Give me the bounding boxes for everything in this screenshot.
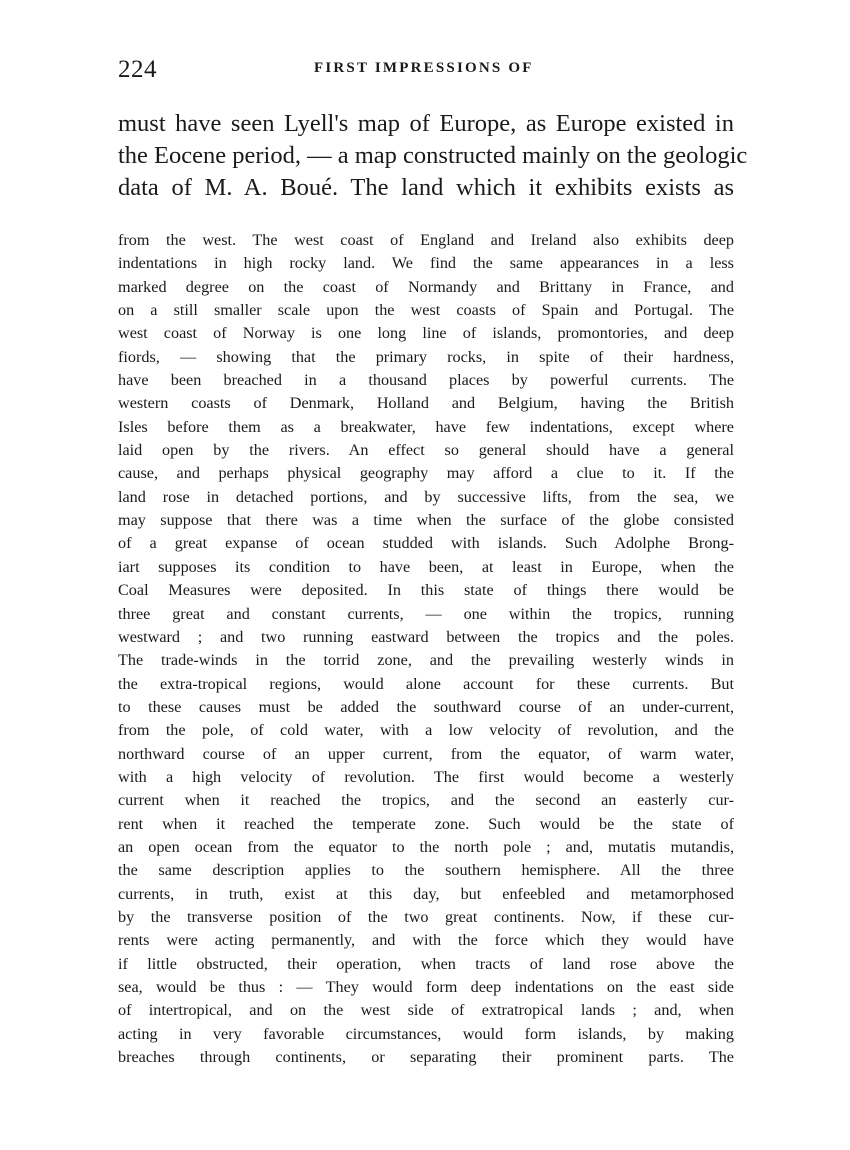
body-line: from the pole, of cold water, with a low velocity of revolution, and the	[118, 721, 734, 740]
body-line: fiords, — showing that the primary rocks, in spite of their hardness,	[118, 347, 734, 366]
body-line: sea, would be thus : — They would form deep indentations on the east side	[118, 978, 734, 996]
body-line: with a high velocity of revolution. The first would become a westerly	[118, 767, 734, 786]
body-line: on a still smaller scale upon the west coasts of Spain and Portugal. The	[118, 301, 734, 320]
body-line: from the west. The west coast of England and Ireland also exhibits deep	[118, 231, 734, 249]
body-line: west coast of Norway is one long line of islands, promontories, and deep	[118, 324, 734, 343]
body-line: the extra-tropical regions, would alone account for these currents. But	[118, 674, 734, 693]
body-line: the same description applies to the southern hemisphere. All the three	[118, 861, 734, 880]
body-line: laid open by the rivers. An effect so general should have a general	[118, 441, 734, 460]
body-line: breaches through continents, or separating their prominent parts. The	[118, 1048, 734, 1067]
body-line: The trade-winds in the torrid zone, and the prevailing westerly winds in	[118, 651, 734, 670]
body-line: indentations in high rocky land. We find the same appearances in a less	[118, 254, 734, 273]
body-line: of a great expanse of ocean studded with islands. Such Adolphe Brong-	[118, 534, 734, 553]
lead-line: the Eocene period, — a map constructed mainly on the geologic	[118, 142, 748, 169]
lead-line: data of M. A. Boué. The land which it exhibits exists as	[118, 174, 734, 201]
body-line: an open ocean from the equator to the north pole ; and, mutatis mutandis,	[118, 837, 734, 856]
lead-line: must have seen Lyell's map of Europe, as Europe existed in	[118, 110, 734, 137]
body-line: of intertropical, and on the west side of extratropical lands ; and, when	[118, 1001, 734, 1020]
body-line: by the transverse position of the two great continents. Now, if these cur-	[118, 907, 734, 926]
body-line: three great and constant currents, — one within the tropics, running	[118, 604, 734, 623]
body-line: may suppose that there was a time when the surface of the globe consisted	[118, 511, 734, 530]
body-line: rents were acting permanently, and with the force which they would have	[118, 931, 734, 950]
running-head: FIRST IMPRESSIONS OF	[314, 60, 534, 76]
body-line: cause, and perhaps physical geography may afford a clue to it. If the	[118, 464, 734, 483]
body-line: acting in very favorable circumstances, would form islands, by making	[118, 1024, 734, 1043]
body-line: to these causes must be added the southward course of an under-current,	[118, 697, 734, 716]
body-line: Isles before them as a breakwater, have few indentations, except where	[118, 417, 734, 436]
lead-paragraph	[118, 108, 748, 204]
quoted-passage	[118, 229, 734, 1069]
body-line: western coasts of Denmark, Holland and Belgium, having the British	[118, 394, 734, 413]
body-line: if little obstructed, their operation, when tracts of land rose above the	[118, 954, 734, 973]
body-line: iart supposes its condition to have been, at least in Europe, when the	[118, 557, 734, 576]
body-line: current when it reached the tropics, and the second an easterly cur-	[118, 791, 734, 810]
body-line: currents, in truth, exist at this day, but enfeebled and metamorphosed	[118, 884, 734, 903]
body-line: land rose in detached portions, and by successive lifts, from the sea, we	[118, 487, 734, 506]
body-line: have been breached in a thousand places by powerful currents. The	[118, 371, 734, 390]
body-line: Coal Measures were deposited. In this state of things there would be	[118, 581, 734, 600]
body-line: northward course of an upper current, from the equator, of warm water,	[118, 744, 734, 763]
page-number: 224	[118, 56, 157, 83]
body-line: westward ; and two running eastward between the tropics and the poles.	[118, 627, 734, 646]
body-line: rent when it reached the temperate zone. Such would be the state of	[118, 814, 734, 833]
body-line: marked degree on the coast of Normandy and Brittany in France, and	[118, 277, 734, 296]
